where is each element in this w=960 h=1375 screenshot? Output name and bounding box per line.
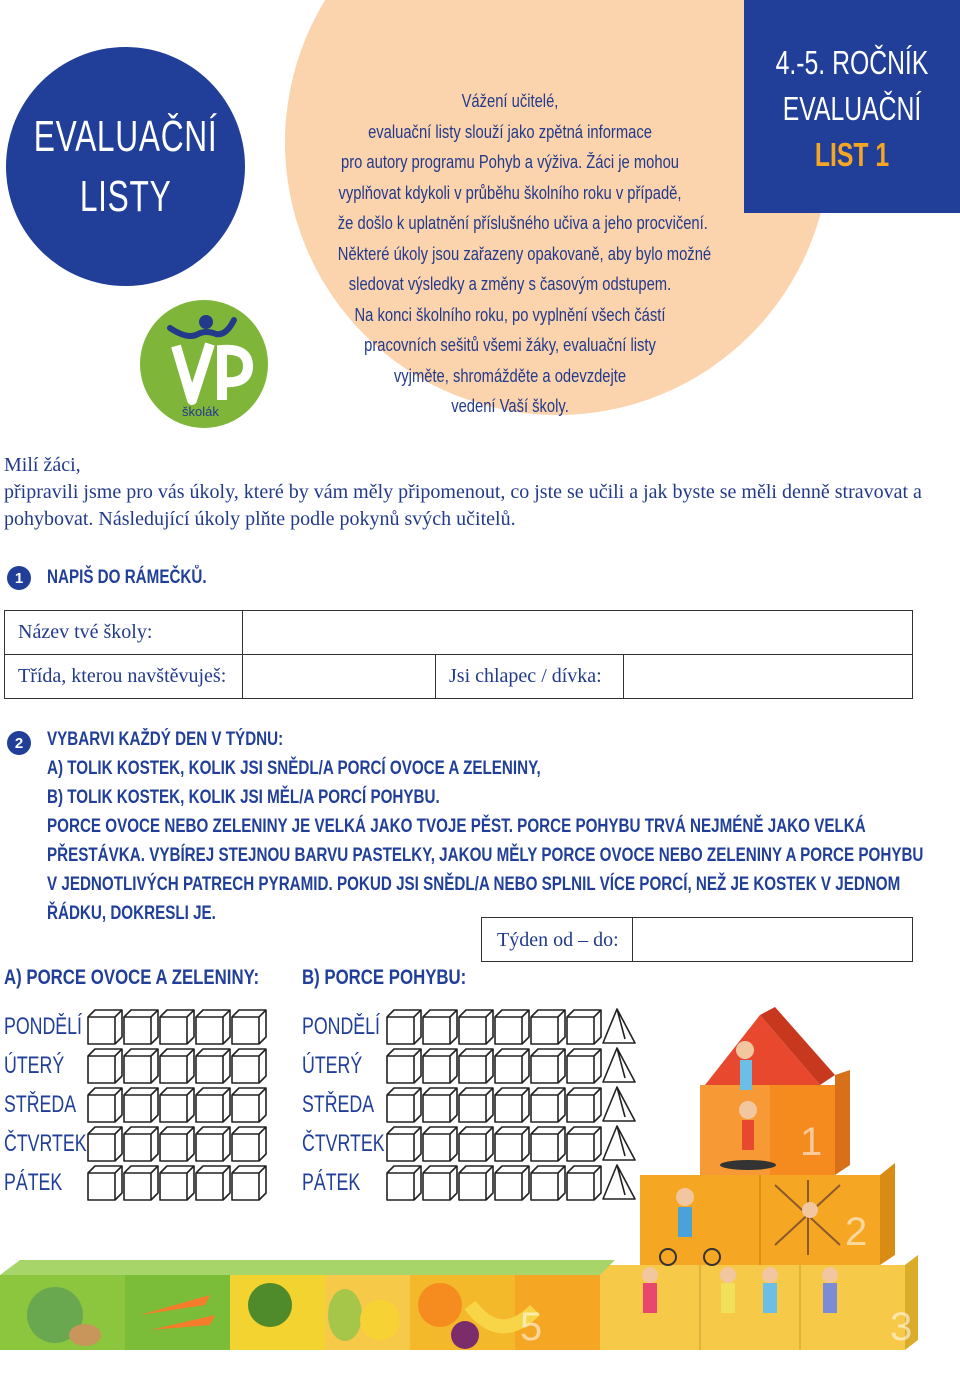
form-divider (242, 610, 243, 699)
task-2-line: ŘÁDKU, DOKRESLI JE. (47, 903, 216, 924)
day-label-b: PONDĚLÍ (302, 1013, 380, 1040)
level-number-1: 1 (800, 1120, 823, 1164)
broccoli-icon (248, 1283, 292, 1327)
day-label-a: ČTVRTEK (4, 1130, 87, 1157)
child-icon (642, 1267, 658, 1283)
day-label-b: ČTVRTEK (302, 1130, 385, 1157)
teacher-note-line: vyplňovat kdykoli v průběhu školního roku v případě, (338, 182, 682, 203)
form-divider (435, 654, 436, 699)
school-name-label: Název tvé školy: (18, 621, 153, 643)
apple-icon (360, 1300, 400, 1340)
task-2-number: 2 (7, 731, 31, 755)
week-field[interactable] (635, 919, 911, 960)
child-icon (822, 1267, 838, 1283)
intro-body: připravili jsme pro vás úkoly, které by vám měly připomenout, co jste se učili a jak byste se měli denně stravovat a pohybovat. Následující úkoly plňte podle pokynů svých učitelů. (4, 481, 922, 530)
grade-badge (744, 0, 960, 213)
teacher-note-line: pracovních sešitů všemi žáky, evaluační listy (364, 335, 656, 355)
day-label-a: ÚTERÝ (4, 1052, 65, 1079)
form-divider (623, 654, 624, 699)
day-label-a: PÁTEK (4, 1169, 63, 1196)
task-2-line: VYBARVI KAŽDÝ DEN V TÝDNU: (47, 729, 284, 750)
teacher-note-line: Na konci školního roku, po vyplnění všech částí (354, 304, 666, 325)
task-1-title (47, 563, 207, 592)
task-2-line: V JEDNOTLIVÝCH PATRECH PYRAMID. POKUD JSI SNĚDL/A NEBO SPLNIL VÍCE PORCÍ, NEŽ JE KOSTEK V JEDNOM (47, 874, 901, 895)
task-2-line: PŘESTÁVKA. VYBÍREJ STEJNOU BARVU PASTELKY, JAKOU MĚLY PORCE OVOCE NEBO ZELENINY A PORCE POHYBU (47, 845, 924, 866)
grade-line-3: LIST 1 (814, 136, 890, 173)
day-label-a: STŘEDA (4, 1091, 77, 1118)
task-2-instructions (47, 725, 923, 928)
fruit-block (125, 1275, 230, 1350)
class-field[interactable] (245, 656, 433, 697)
child-on-scooter-icon (676, 1188, 694, 1206)
grade-line-1: 4.-5. ROČNÍK (775, 44, 929, 81)
task-1-title-text: NAPIŠ DO RÁMEČKŮ. (47, 567, 207, 588)
day-label-a: PONDĚLÍ (4, 1013, 82, 1040)
teacher-note-line: sledovat výsledky a změny s časovým odstupem. (348, 274, 672, 294)
pear-icon (328, 1289, 362, 1341)
grapes-icon (451, 1321, 479, 1349)
col-b-title: B) PORCE POHYBU: (302, 966, 467, 989)
pyramid-illustration (0, 975, 960, 1375)
task-2-line: B) TOLIK KOSTEK, KOLIK JSI MĚL/A PORCÍ POHYBU. (47, 787, 440, 808)
task-2-line: A) TOLIK KOSTEK, KOLIK JSI SNĚDL/A PORCÍ OVOCE A ZELENINY, (47, 758, 541, 779)
school-name-field[interactable] (245, 612, 911, 652)
level-number-2: 2 (845, 1210, 868, 1254)
title-line-2: LISTY (79, 171, 172, 221)
level-number-3: 3 (890, 1305, 913, 1349)
class-label: Třída, kterou navštěvuješ: (18, 665, 227, 687)
task-2-line: PORCE OVOCE NEBO ZELENINY JE VELKÁ JAKO TVOJE PĚST. PORCE POHYBU TRVÁ NEJMÉNĚ JAKO VELKÁ (47, 816, 866, 837)
title-circle (6, 47, 245, 286)
level-number-5: 5 (520, 1305, 543, 1349)
gender-label: Jsi chlapec / dívka: (449, 665, 602, 687)
grade-line-2: EVALUAČNÍ (782, 90, 922, 127)
vp-skolak-logo (140, 300, 268, 428)
child-icon (762, 1267, 778, 1283)
intro-greeting: Milí žáci, (4, 454, 81, 476)
logo-sub: školák (182, 404, 219, 419)
teacher-note-line: Vážení učitelé, (461, 91, 559, 111)
week-label: Týden od – do: (497, 929, 619, 951)
child-icon (739, 1101, 757, 1119)
teacher-note (300, 86, 720, 422)
child-icon (736, 1041, 754, 1059)
orange-icon (418, 1283, 462, 1327)
teacher-note-line: Některé úkoly jsou zařazeny opakovaně, aby bylo možné (337, 243, 712, 264)
child-icon (720, 1267, 736, 1283)
teacher-note-line: že došlo k uplatnění příslušného učiva a jeho procvičení. (337, 213, 708, 233)
teacher-note-line: vedení Vaší školy. (451, 396, 569, 416)
col-a-title: A) PORCE OVOCE A ZELENINY: (4, 966, 260, 989)
day-label-b: STŘEDA (302, 1091, 375, 1118)
teacher-note-line: vyjměte, shromážděte a odevzdejte (393, 365, 627, 386)
day-label-b: ÚTERÝ (302, 1052, 363, 1079)
day-label-b: PÁTEK (302, 1169, 361, 1196)
title-line-1: EVALUAČNÍ (33, 111, 218, 161)
task-1-number: 1 (7, 566, 31, 590)
teacher-note-line: evaluační listy slouží jako zpětná informace (368, 121, 652, 142)
form-divider (632, 917, 633, 962)
potato-icon (69, 1324, 101, 1346)
intro-text (4, 452, 954, 533)
teacher-note-line: pro autory programu Pohyb a výživa. Žáci je mohou (340, 152, 679, 172)
gender-field[interactable] (626, 656, 911, 697)
